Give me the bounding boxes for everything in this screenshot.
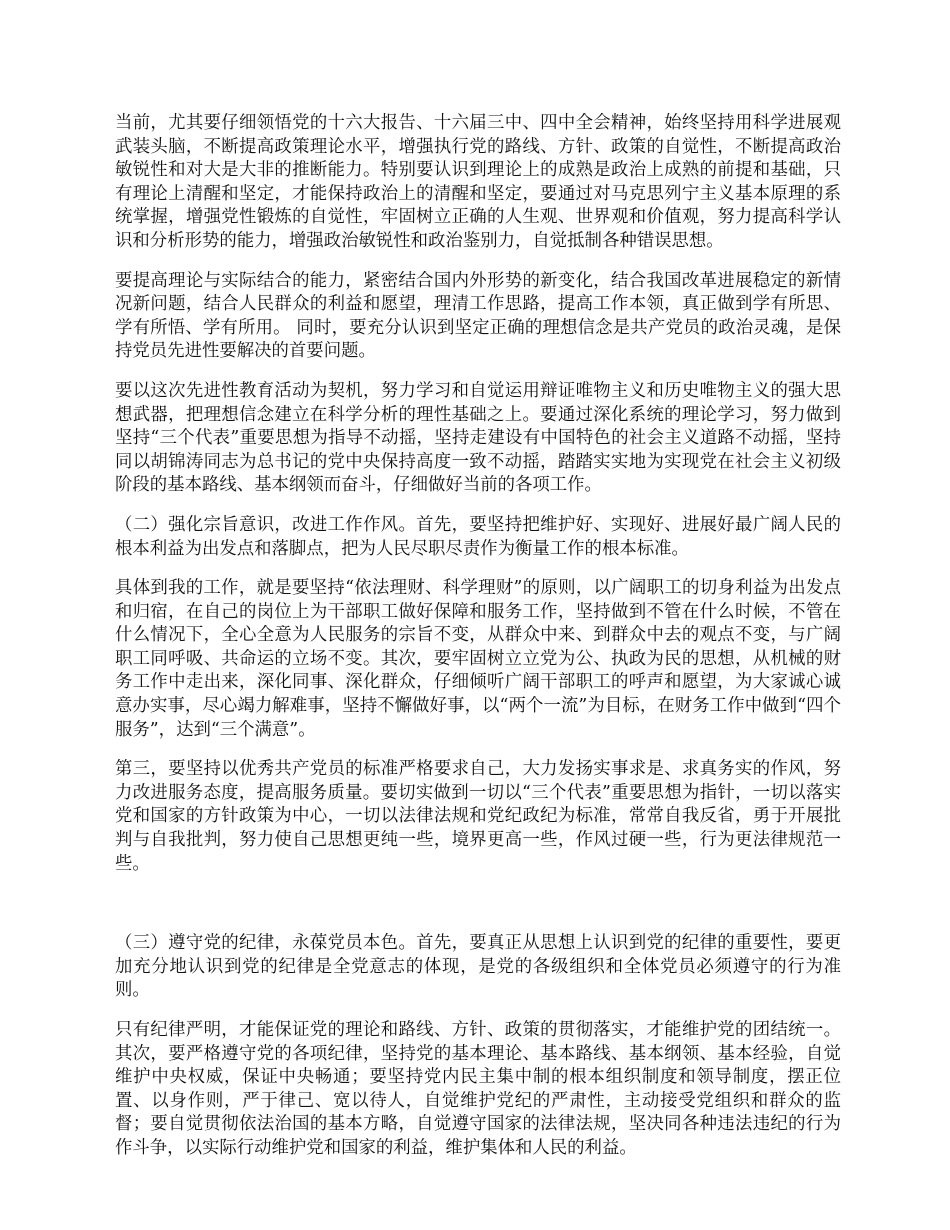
document-page bbox=[115, 112, 841, 1177]
paragraph: 要提高理论与实际结合的能力，紧密结合国内外形势的新变化，结合我国改革进展稳定的新情况新问题，结合人民群众的利益和愿望，理清工作思路，提高工作本领，真正做到学有所思、学有所悟、学有所用。 同时，要充分认识到坚定正确的理想信念是共产党员的政治灵魂，是保持党员先进性要解决的首要问题。 bbox=[115, 270, 841, 362]
paragraph: （三）遵守党的纪律，永葆党员本色。首先，要真正从思想上认识到党的纪律的重要性，要更加充分地认识到党的纪律是全党意志的体现，是党的各级组织和全体党员必须遵守的行为准则。 bbox=[115, 933, 841, 1001]
paragraph: 只有纪律严明，才能保证党的理论和路线、方针、政策的贯彻落实，才能维护党的团结统一。其次，要严格遵守党的各项纪律，坚持党的基本理论、基本路线、基本纲领、基本经验，自觉维护中央权威，保证中央畅通；要坚持党内民主集中制的根本组织制度和领导制度，摆正位置、以身作则，严于律己、宽以待人，自觉维护党纪的严肃性，主动接受党组织和群众的监督；要自觉贯彻依法治国的基本方略，自觉遵守国家的法律法规，坚决同各种违法违纪的行为作斗争，以实际行动维护党和国家的利益，维护集体和人民的利益。 bbox=[115, 1020, 841, 1158]
paragraph: （二）强化宗旨意识，改进工作作风。首先，要坚持把维护好、实现好、进展好最广阔人民的根本利益为出发点和落脚点，把为人民尽职尽责作为衡量工作的根本标准。 bbox=[115, 514, 841, 559]
paragraph: 要以这次先进性教育活动为契机，努力学习和自觉运用辩证唯物主义和历史唯物主义的强大思想武器，把理想信念建立在科学分析的理性基础之上。要通过深化系统的理论学习，努力做到坚持“三个代表”重要思想为指导不动摇，坚持走建设有中国特色的社会主义道路不动摇，坚持同以胡锦涛同志为总书记的党中央保持高度一致不动摇，踏踏实实地为实现党在社会主义初级阶段的基本路线、基本纲领而奋斗，仔细做好当前的各项工作。 bbox=[115, 380, 841, 496]
paragraph: 当前，尤其要仔细领悟党的十六大报告、十六届三中、四中全会精神，始终坚持用科学进展观武装头脑，不断提高政策理论水平，增强执行党的路线、方针、政策的自觉性，不断提高政治敏锐性和对大是大非的推断能力。特别要认识到理论上的成熟是政治上成熟的前提和基础，只有理论上清醒和坚定，才能保持政治上的清醒和坚定，要通过对马克思列宁主义基本原理的系统掌握，增强党性锻炼的自觉性，牢固树立正确的人生观、世界观和价值观，努力提高科学认识和分析形势的能力，增强政治敏锐性和政治鉴别力，自觉抵制各种错误思想。 bbox=[115, 113, 841, 251]
section-spacer bbox=[115, 892, 841, 932]
paragraph: 具体到我的工作，就是要坚持“依法理财、科学理财”的原则，以广阔职工的切身利益为出发点和归宿，在自己的岗位上为干部职工做好保障和服务工作，坚持做到不管在什么时候，不管在什么情况下，全心全意为人民服务的宗旨不变，从群众中来、到群众中去的观点不变，与广阔职工同呼吸、共命运的立场不变。其次，要牢固树立立党为公、执政为民的思想，从机械的财务工作中走出来，深化同事、深化群众，仔细倾听广阔干部职工的呼声和愿望，为大家诚心诚意办实事，尽心竭力解难事，坚持不懈做好事，以“两个一流”为目标，在财务工作中做到“四个服务”，达到“三个满意”。 bbox=[115, 578, 841, 740]
paragraph: 第三，要坚持以优秀共产党员的标准严格要求自己，大力发扬实事求是、求真务实的作风，努力改进服务态度，提高服务质量。要切实做到一切以“三个代表”重要思想为指针，一切以落实党和国家的方针政策为中心，一切以法律法规和党纪政纪为标准，常常自我反省，勇于开展批判与自我批判，努力使自己思想更纯一些，境界更高一些，作风过硬一些，行为更法律规范一些。 bbox=[115, 759, 841, 874]
